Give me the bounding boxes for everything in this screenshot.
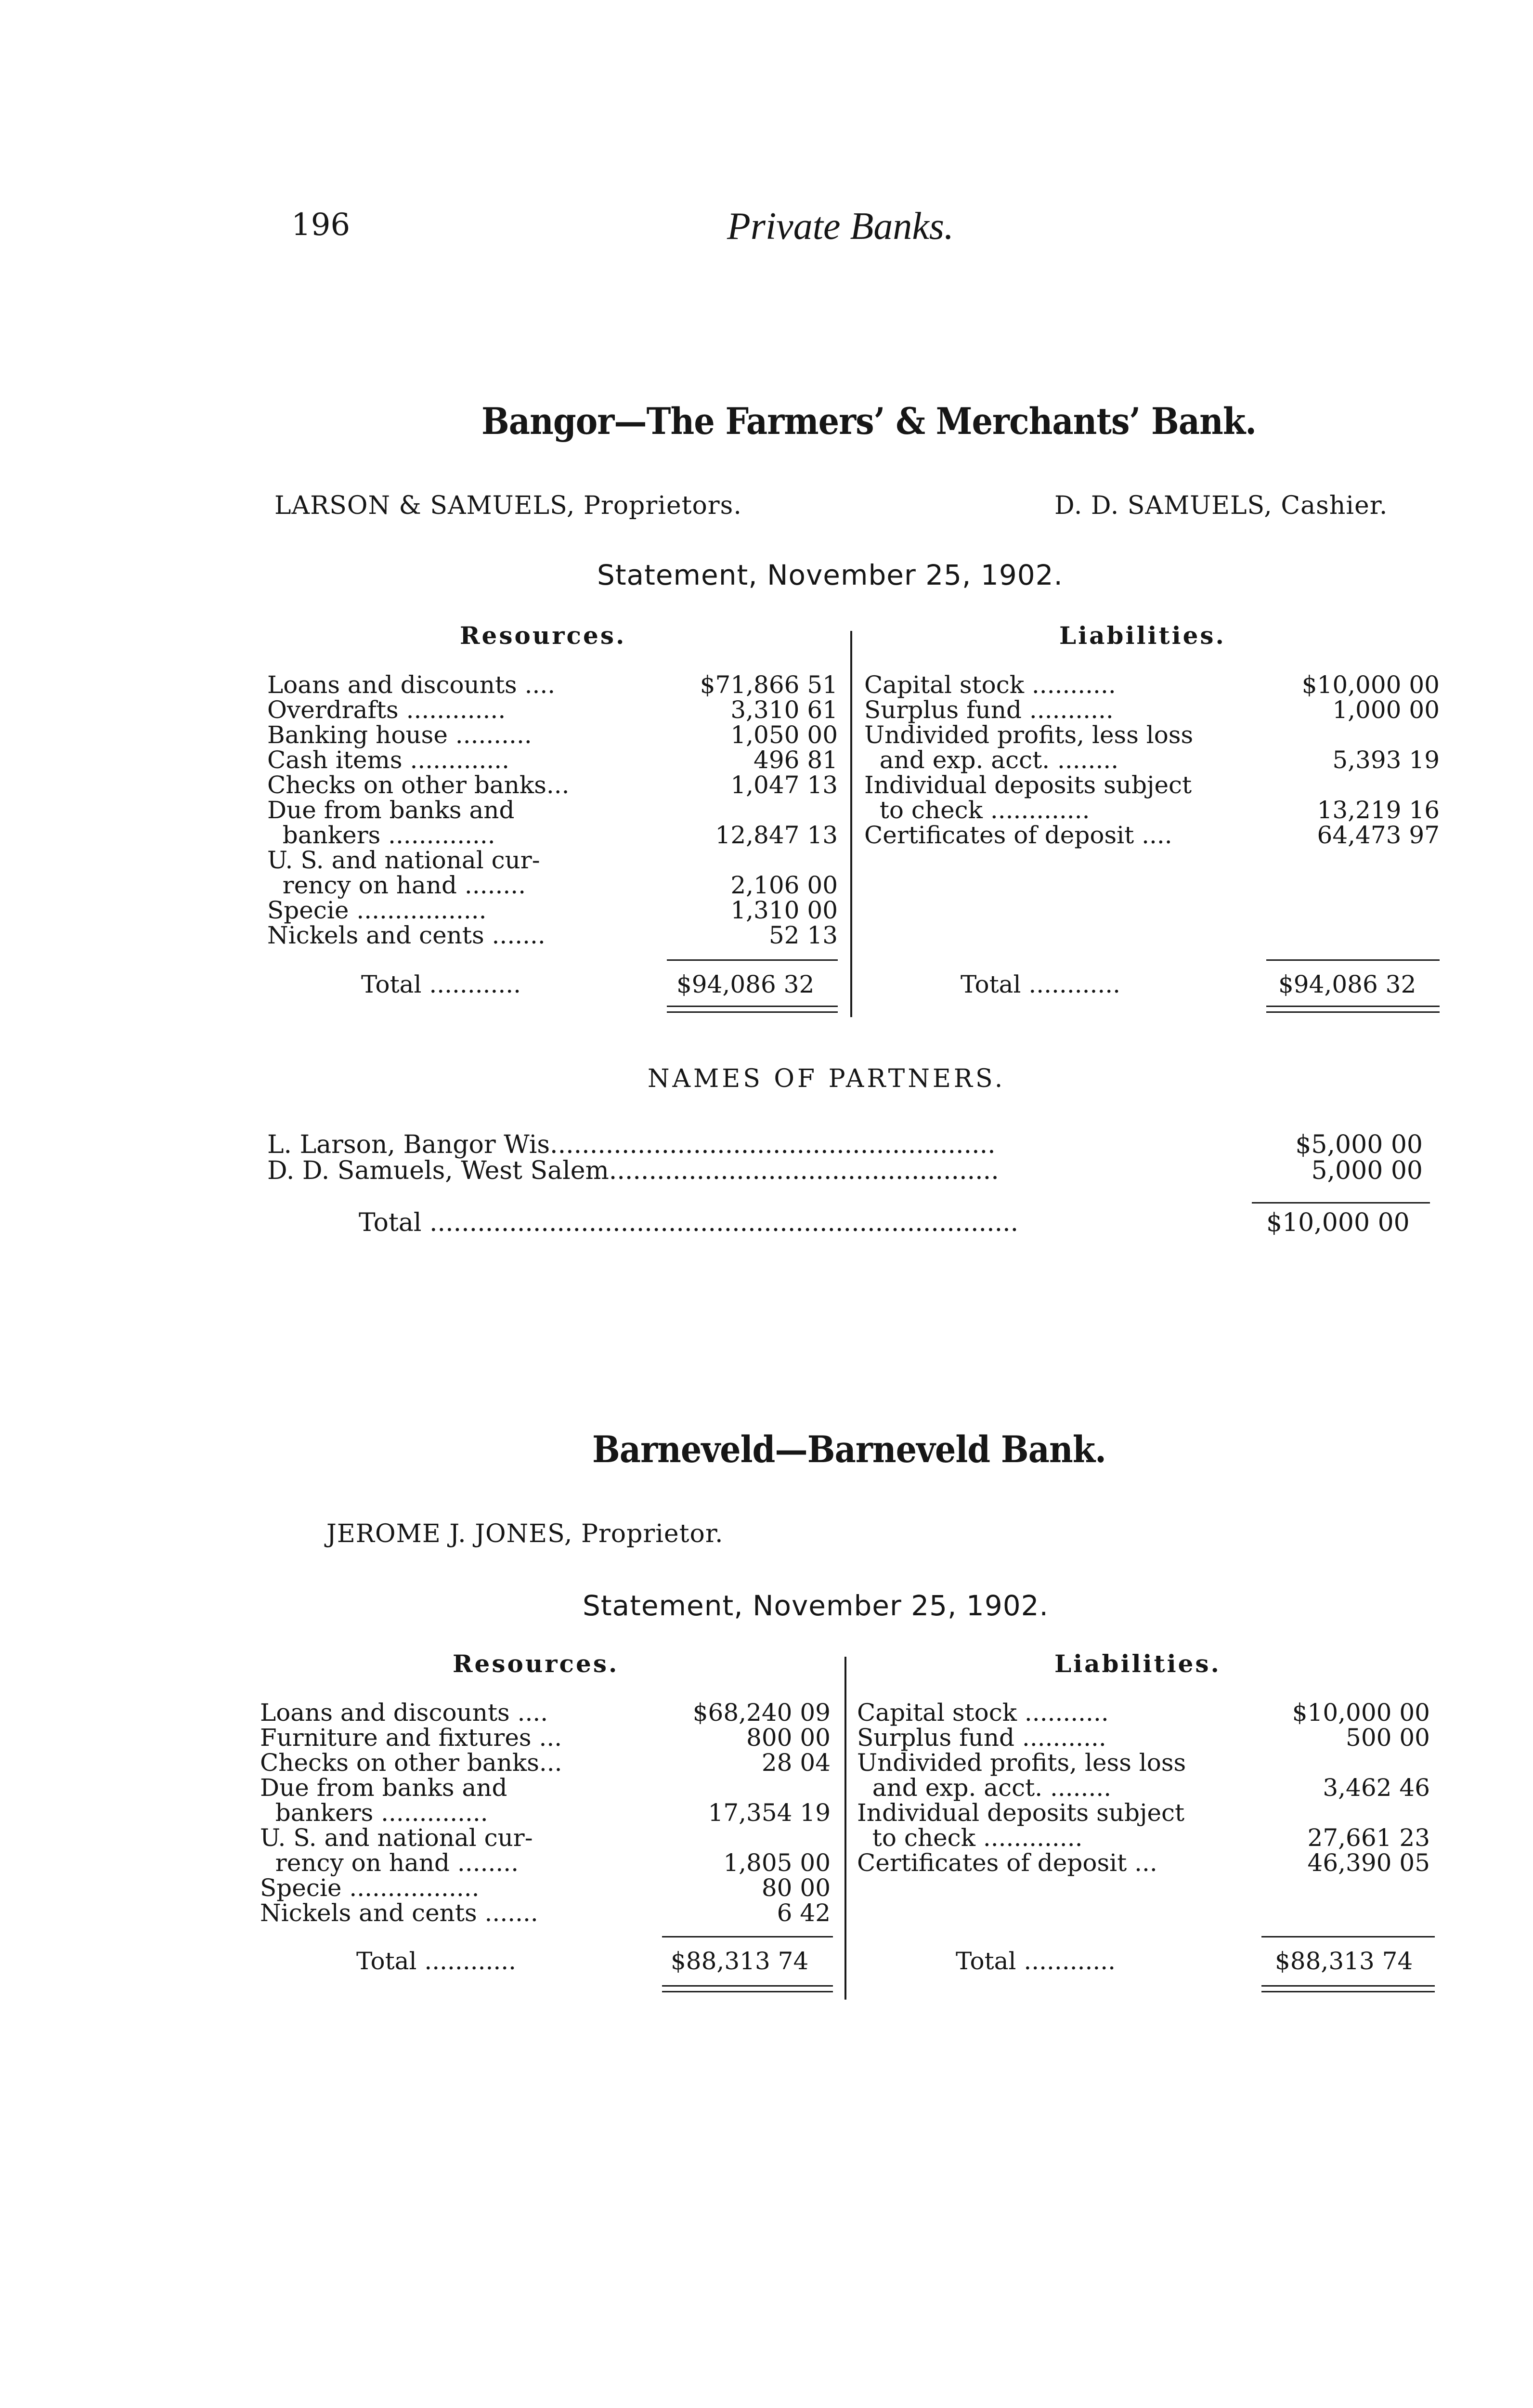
liabilities-total: $88,313 74 xyxy=(1275,1947,1413,1975)
liabilities-double-rule-2 xyxy=(1266,1011,1440,1013)
resources-heading: Resources. xyxy=(453,1649,619,1678)
ledger-row xyxy=(267,772,843,798)
ledger-amount: 2,106 00 xyxy=(730,871,838,899)
liabilities-total: $94,086 32 xyxy=(1278,970,1416,998)
ledger-label: Certificates of deposit ... xyxy=(857,1849,1157,1877)
ledger-row xyxy=(857,1700,1435,1725)
resources-double-rule-2 xyxy=(662,1991,833,1992)
ledger-label: Nickels and cents ....... xyxy=(267,921,546,949)
ledger-label: bankers .............. xyxy=(260,1799,488,1827)
ledger-label: Furniture and fixtures ... xyxy=(260,1724,562,1752)
partners-total-label: Total .......................................................................... xyxy=(359,1208,1019,1237)
liabilities-double-rule-2 xyxy=(1261,1991,1435,1992)
ledger-label: Specie ................. xyxy=(260,1874,480,1902)
ledger-label: Banking house .......... xyxy=(267,721,532,749)
resources-total-label: Total ............ xyxy=(361,970,521,998)
ledger-amount: $68,240 09 xyxy=(692,1699,831,1727)
ledger-label: Surplus fund ........... xyxy=(864,696,1114,724)
ledger-label: Surplus fund ........... xyxy=(857,1724,1106,1752)
resources-sum-rule xyxy=(662,1936,833,1937)
ledger-row xyxy=(267,898,843,923)
liabilities-double-rule xyxy=(1266,1006,1440,1007)
ledger-row xyxy=(857,1800,1435,1825)
resources-double-rule xyxy=(667,1006,838,1007)
ledger-row xyxy=(260,1700,835,1725)
column-divider xyxy=(844,1657,846,2000)
ledger-amount: 12,847 13 xyxy=(715,821,838,849)
ledger-amount: 28 04 xyxy=(761,1749,831,1777)
cashier: D. D. SAMUELS, Cashier. xyxy=(1054,491,1388,520)
ledger-row xyxy=(267,873,843,898)
ledger-label: Checks on other banks... xyxy=(267,771,570,799)
ledger-label: Individual deposits subject xyxy=(864,771,1192,799)
ledger-row xyxy=(864,823,1440,848)
bank-title: Barneveld—Barneveld Bank. xyxy=(592,1428,1106,1471)
ledger-amount: $10,000 00 xyxy=(1301,671,1440,699)
ledger-amount: 64,473 97 xyxy=(1317,821,1440,849)
ledger-row xyxy=(260,1800,835,1825)
ledger-label: U. S. and national cur- xyxy=(260,1824,533,1852)
ledger-amount: 52 13 xyxy=(768,921,838,949)
ledger-row xyxy=(267,747,843,772)
liabilities-heading: Liabilities. xyxy=(1054,1649,1221,1678)
resources-double-rule xyxy=(662,1985,833,1987)
ledger-amount: 1,310 00 xyxy=(730,896,838,924)
ledger-amount: 6 42 xyxy=(777,1899,831,1927)
ledger-label: Capital stock ........... xyxy=(857,1699,1109,1727)
ledger-label: Undivided profits, less loss xyxy=(864,721,1194,749)
ledger-amount: 5,000 00 xyxy=(1311,1156,1423,1185)
liabilities-sum-rule xyxy=(1261,1936,1435,1937)
ledger-row xyxy=(857,1825,1435,1850)
ledger-amount: 80 00 xyxy=(761,1874,831,1902)
ledger-amount: 17,354 19 xyxy=(708,1799,831,1827)
ledger-row xyxy=(260,1850,835,1875)
ledger-label: and exp. acct. ........ xyxy=(864,746,1119,774)
ledger-label: Undivided profits, less loss xyxy=(857,1749,1186,1777)
ledger-row xyxy=(864,722,1440,747)
ledger-label: Cash items ............. xyxy=(267,746,510,774)
ledger-row xyxy=(864,697,1440,722)
ledger-label: Nickels and cents ....... xyxy=(260,1899,538,1927)
statement-date: Statement, November 25, 1902. xyxy=(583,1589,1049,1622)
ledger-label: Capital stock ........... xyxy=(864,671,1116,699)
ledger-amount: 46,390 05 xyxy=(1307,1849,1430,1877)
resources-total-label: Total ............ xyxy=(356,1947,517,1975)
ledger-label: to check ............. xyxy=(857,1824,1083,1852)
ledger-label: Due from banks and xyxy=(260,1774,507,1802)
partners-heading: NAMES OF PARTNERS. xyxy=(648,1064,1006,1093)
liabilities-total-label: Total ............ xyxy=(956,1947,1116,1975)
partners-total: $10,000 00 xyxy=(1266,1208,1410,1237)
ledger-label: Checks on other banks... xyxy=(260,1749,562,1777)
ledger-row xyxy=(267,722,843,747)
ledger-row xyxy=(267,923,843,948)
page-number: 196 xyxy=(291,207,351,243)
ledger-label: L. Larson, Bangor Wis........................................................ xyxy=(267,1130,996,1159)
ledger-row xyxy=(260,1775,835,1800)
ledger-row xyxy=(260,1750,835,1775)
ledger-amount: 13,219 16 xyxy=(1317,796,1440,824)
ledger-row xyxy=(267,1132,1437,1158)
proprietors: LARSON & SAMUELS, Proprietors. xyxy=(274,491,742,520)
liabilities-double-rule xyxy=(1261,1985,1435,1987)
ledger-row xyxy=(864,672,1440,697)
running-title: Private Banks. xyxy=(727,205,954,248)
ledger-amount: 1,050 00 xyxy=(730,721,838,749)
ledger-row xyxy=(260,1900,835,1925)
ledger-amount: 1,000 00 xyxy=(1332,696,1440,724)
ledger-label: and exp. acct. ........ xyxy=(857,1774,1112,1802)
ledger-row xyxy=(267,1158,1437,1184)
ledger-amount: 3,310 61 xyxy=(730,696,838,724)
ledger-row xyxy=(260,1875,835,1900)
ledger-row xyxy=(857,1750,1435,1775)
ledger-row xyxy=(857,1775,1435,1800)
ledger-amount: 3,462 46 xyxy=(1323,1774,1430,1802)
ledger-row xyxy=(260,1825,835,1850)
ledger-label: Individual deposits subject xyxy=(857,1799,1185,1827)
ledger-row xyxy=(864,798,1440,823)
bank-title: Bangor—The Farmers’ & Merchants’ Bank. xyxy=(481,400,1256,443)
ledger-amount: $10,000 00 xyxy=(1292,1699,1430,1727)
ledger-label: Overdrafts ............. xyxy=(267,696,506,724)
ledger-label: Certificates of deposit .... xyxy=(864,821,1172,849)
resources-double-rule-2 xyxy=(667,1011,838,1013)
ledger-amount: 800 00 xyxy=(746,1724,831,1752)
ledger-label: rency on hand ........ xyxy=(267,871,526,899)
ledger-label: to check ............. xyxy=(864,796,1090,824)
ledger-label: Loans and discounts .... xyxy=(260,1699,548,1727)
ledger-row xyxy=(857,1725,1435,1750)
ledger-label: bankers .............. xyxy=(267,821,495,849)
ledger-row xyxy=(260,1725,835,1750)
liabilities-total-label: Total ............ xyxy=(961,970,1121,998)
ledger-label: Loans and discounts .... xyxy=(267,671,556,699)
ledger-label: U. S. and national cur- xyxy=(267,846,540,874)
ledger-row xyxy=(864,747,1440,772)
ledger-amount: 1,047 13 xyxy=(730,771,838,799)
ledger-label: rency on hand ........ xyxy=(260,1849,519,1877)
ledger-row xyxy=(267,672,843,697)
ledger-row xyxy=(267,697,843,722)
ledger-row xyxy=(267,848,843,873)
liabilities-heading: Liabilities. xyxy=(1059,621,1226,650)
ledger-label: Specie ................. xyxy=(267,896,487,924)
ledger-label: Due from banks and xyxy=(267,796,515,824)
ledger-amount: 500 00 xyxy=(1346,1724,1430,1752)
liabilities-sum-rule xyxy=(1266,959,1440,961)
resources-total: $94,086 32 xyxy=(676,970,815,998)
resources-heading: Resources. xyxy=(460,621,626,650)
ledger-row xyxy=(267,823,843,848)
resources-total: $88,313 74 xyxy=(671,1947,809,1975)
partners-sum-rule xyxy=(1252,1202,1430,1204)
ledger-row xyxy=(857,1850,1435,1875)
ledger-amount: 27,661 23 xyxy=(1307,1824,1430,1852)
statement-date: Statement, November 25, 1902. xyxy=(597,559,1063,591)
ledger-row xyxy=(267,798,843,823)
ledger-amount: 496 81 xyxy=(754,746,838,774)
ledger-amount: $71,866 51 xyxy=(700,671,838,699)
ledger-amount: $5,000 00 xyxy=(1295,1130,1423,1159)
ledger-label: D. D. Samuels, West Salem................................................. xyxy=(267,1156,999,1185)
proprietors: JEROME J. JONES, Proprietor. xyxy=(326,1519,724,1548)
resources-sum-rule xyxy=(667,959,838,961)
ledger-row xyxy=(864,772,1440,798)
column-divider xyxy=(850,631,852,1017)
ledger-amount: 1,805 00 xyxy=(723,1849,831,1877)
ledger-amount: 5,393 19 xyxy=(1332,746,1440,774)
